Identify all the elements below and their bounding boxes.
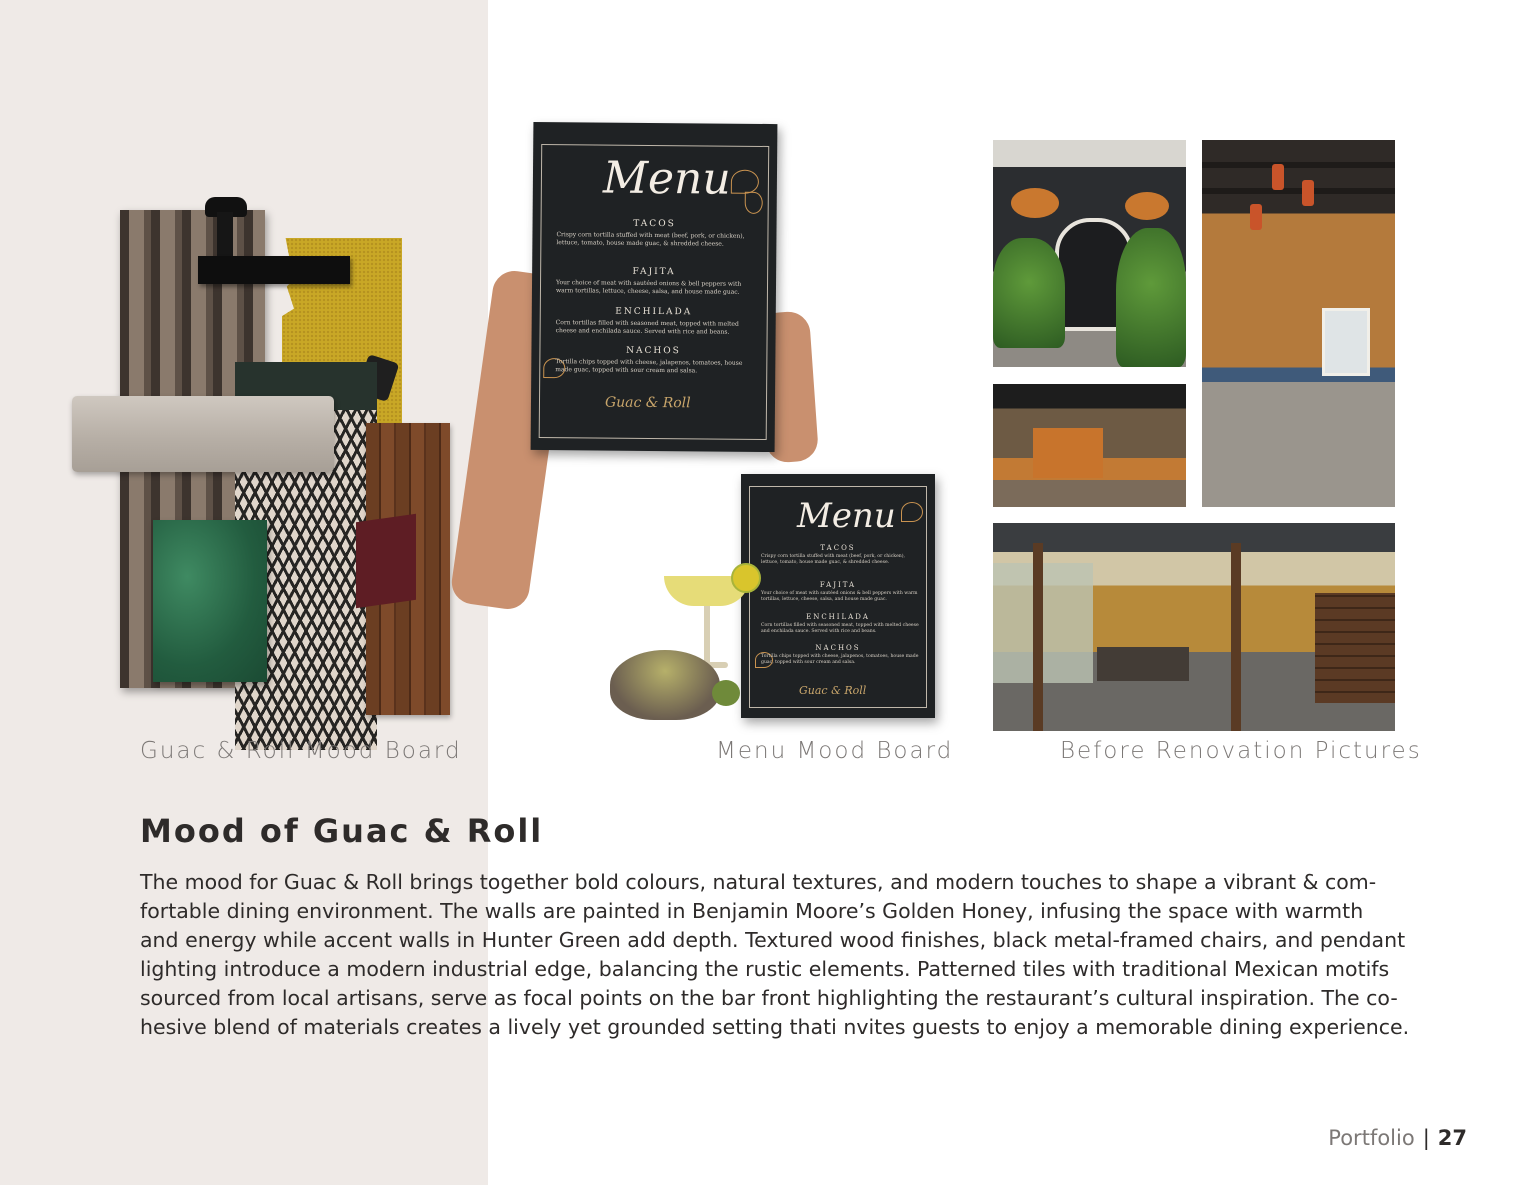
photo-interior-bar [993, 384, 1186, 507]
wood-fence [1315, 593, 1395, 703]
stone-swatch [72, 396, 334, 472]
photo-patio [993, 523, 1395, 731]
menu-section-title: ENCHILADA [615, 306, 693, 318]
page-footer [1328, 1126, 1467, 1150]
body-line: sourced from local artisans, serve as focal points on the bar front highlighting the restaurant’s cultural inspiration. The co- [140, 986, 1398, 1010]
menu-section-text: Your choice of meat with sautéed onions & bell peppers with warm tortillas, lettuce, cheese, salsa, and house made guac. [555, 279, 742, 296]
green-tile-sample [153, 520, 267, 682]
menu-script-title: Menu [797, 496, 896, 536]
ivy-left [993, 238, 1065, 348]
flower-icon [731, 170, 759, 194]
ceiling-beam [1202, 162, 1395, 168]
body-line: fortable dining environment. The walls are painted in Benjamin Moore’s Golden Honey, infusing the space with warmth [140, 899, 1364, 923]
outdoor-bar [1097, 647, 1189, 681]
burgundy-fabric-swatch [356, 514, 416, 608]
menu-section-text: Your choice of meat with sautéed onions & bell peppers with warm tortillas, lettuce, cheese, salsa, and house made guac. [761, 591, 918, 602]
menu-signature: Guac & Roll [604, 394, 691, 412]
mural-flower [1125, 192, 1169, 220]
body-line: The mood for Guac & Roll brings together bold colours, natural textures, and modern touches to shape a vibrant & com- [140, 870, 1377, 894]
margarita-stem [704, 606, 710, 664]
bar-counter [1033, 428, 1103, 478]
guacamole-bowl [610, 650, 720, 720]
flower-icon [901, 502, 923, 522]
pendant-lamp [1250, 204, 1262, 230]
lime-slice [731, 563, 761, 593]
caption-mood-board: Guac & Roll Mood Board [140, 738, 462, 764]
menu-section-title: NACHOS [626, 345, 681, 357]
ceiling-beam [1202, 188, 1395, 194]
body-line: hesive blend of materials creates a lively yet grounded setting thati nvites guests to enjoy a memorable dining experience. [140, 1015, 1410, 1039]
mural-flower [1011, 188, 1059, 218]
menu-section-text: Tortilla chips topped with cheese, jalapenos, tomatoes, house made guac, topped with sour cream and salsa. [761, 654, 919, 665]
menu-section-title: TACOS [633, 218, 676, 230]
menu-section-title: NACHOS [815, 644, 861, 652]
wood-post [1033, 543, 1043, 731]
menu-section-text: Corn tortillas filled with seasoned meat, topped with melted cheese and enchilada sauce. Served with rice and beans. [761, 623, 919, 634]
footer-separator: | [1422, 1126, 1430, 1150]
menu-section-text: Crispy corn tortilla stuffed with meat (beef, pork, or chicken), lettuce, tomato, house made guac, & shredded cheese. [761, 554, 906, 565]
body-line: and energy while accent walls in Hunter Green add depth. Textured wood finishes, black metal-framed chairs, and pendant [140, 928, 1406, 952]
footer-label: Portfolio [1328, 1126, 1415, 1150]
window [1322, 308, 1370, 376]
menu-section-title: FAJITA [632, 266, 676, 278]
door-handle-neck [217, 212, 233, 260]
wood-post [1231, 543, 1241, 731]
black-metal-handle [198, 256, 350, 284]
flower-icon [745, 192, 763, 214]
menu-section-text: Tortilla chips topped with cheese, jalapenos, tomatoes, house made guac, topped with sour cream and salsa. [555, 358, 743, 375]
caption-menu-board: Menu Mood Board [716, 738, 954, 764]
page-title: Mood of Guac & Roll [140, 812, 544, 850]
menu-section-text: Crispy corn tortilla stuffed with meat (beef, pork, or chicken), lettuce, tomato, house made guac, & shredded cheese. [556, 231, 745, 248]
body-paragraph [140, 868, 1410, 1042]
body-line: lighting introduce a modern industrial edge, balancing the rustic elements. Patterned tiles with traditional Mexican motifs [140, 957, 1390, 981]
menu-script-title: Menu [602, 152, 731, 205]
menu-section-title: TACOS [820, 544, 856, 552]
menu-signature: Guac & Roll [799, 684, 867, 697]
menu-section-text: Corn tortillas filled with seasoned meat, topped with melted cheese and enchilada sauce. Served with rice and beans. [555, 319, 739, 336]
ivy-right [1116, 228, 1186, 367]
glass-block-wall [993, 563, 1093, 683]
pendant-lamp [1272, 164, 1284, 190]
photo-exterior-entrance [993, 140, 1186, 367]
page-number: 27 [1437, 1126, 1467, 1150]
menu-section-title: FAJITA [819, 581, 857, 589]
small-menu-card [741, 474, 935, 718]
pendant-lamp [1302, 180, 1314, 206]
caption-before-pictures: Before Renovation Pictures [1060, 738, 1422, 764]
avocado [712, 680, 740, 706]
menu-section-title: ENCHILADA [806, 613, 870, 621]
photo-interior-hall [1202, 140, 1395, 507]
large-menu-card [531, 122, 778, 452]
